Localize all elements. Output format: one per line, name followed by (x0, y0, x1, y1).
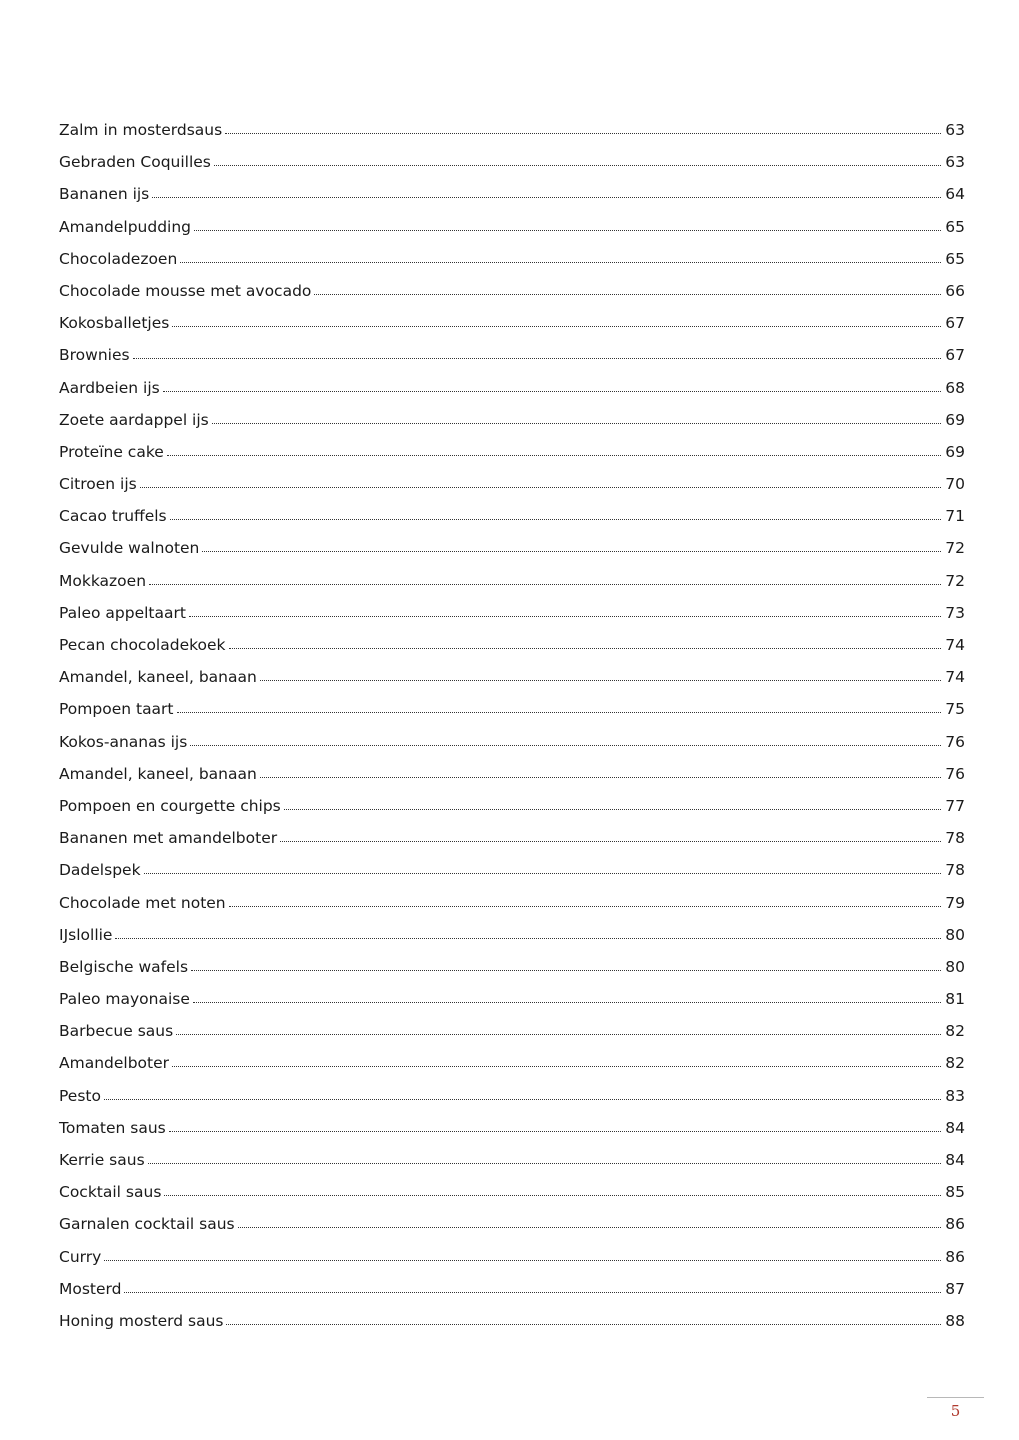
toc-entry-page: 82 (945, 1022, 965, 1041)
toc-entry[interactable] (59, 1210, 965, 1242)
toc-entry-title: Chocolade met noten (59, 893, 226, 912)
toc-dot-leader (280, 828, 941, 844)
toc-dot-leader (177, 699, 941, 715)
toc-entry-page: 80 (945, 957, 965, 976)
toc-entry-page: 84 (945, 1151, 965, 1169)
toc-entry-title: Tomaten saus (59, 1118, 166, 1137)
toc-entry-title: Kokos-ananas ijs (59, 732, 188, 751)
toc-entry-title: Belgische wafels (59, 957, 189, 976)
toc-dot-leader (260, 667, 941, 683)
toc-entry-page: 69 (945, 442, 965, 461)
toc-dot-leader (176, 1021, 941, 1037)
toc-entry-title: Brownies (59, 346, 130, 365)
toc-dot-leader (180, 248, 941, 264)
toc-entry[interactable] (59, 695, 965, 727)
toc-entry-page: 88 (945, 1311, 965, 1330)
toc-dot-leader (229, 892, 941, 908)
toc-entry[interactable] (59, 1146, 965, 1178)
toc-entry[interactable] (59, 889, 965, 921)
toc-entry[interactable] (59, 953, 965, 985)
toc-entry-title: IJslollie (59, 925, 113, 944)
toc-entry[interactable] (59, 663, 965, 695)
toc-entry-page: 71 (945, 507, 965, 526)
toc-entry-page: 72 (945, 571, 965, 590)
toc-dot-leader (191, 956, 941, 972)
toc-entry[interactable] (59, 599, 965, 631)
toc-dot-leader (144, 860, 941, 876)
toc-entry-title: Honing mosterd saus (59, 1311, 224, 1330)
toc-dot-leader (314, 280, 941, 296)
toc-entry[interactable] (59, 1082, 965, 1114)
toc-entry[interactable] (59, 1017, 965, 1049)
toc-entry-page: 78 (945, 829, 965, 848)
toc-entry[interactable] (59, 1049, 965, 1081)
toc-entry-page: 81 (945, 990, 965, 1009)
toc-entry-page: 65 (945, 249, 965, 268)
toc-dot-leader (133, 345, 941, 361)
toc-entry-title: Paleo appeltaart (59, 603, 186, 622)
toc-entry-title: Amandelboter (59, 1054, 170, 1073)
toc-dot-leader (260, 763, 941, 779)
toc-entry[interactable] (59, 534, 965, 566)
toc-entry-page: 66 (945, 281, 965, 300)
toc-entry-page: 77 (945, 796, 965, 815)
toc-dot-leader (172, 1053, 941, 1069)
toc-entry-page: 84 (945, 1118, 965, 1137)
toc-entry-title: Amandelpudding (59, 217, 192, 236)
toc-entry[interactable] (59, 277, 965, 309)
toc-dot-leader (284, 795, 941, 811)
toc-entry-title: Chocolade mousse met avocado (59, 281, 312, 300)
toc-entry[interactable] (59, 1178, 965, 1210)
toc-entry[interactable] (59, 502, 965, 534)
toc-entry-title: Gevulde walnoten (59, 539, 200, 558)
toc-entry-page: 74 (945, 668, 965, 687)
toc-dot-leader (229, 635, 941, 651)
toc-entry-page: 70 (945, 475, 965, 494)
toc-entry[interactable] (59, 856, 965, 888)
toc-dot-leader (115, 924, 941, 940)
toc-dot-leader (214, 152, 941, 168)
toc-entry-title: Paleo mayonaise (59, 990, 190, 1009)
toc-entry-page: 76 (945, 764, 965, 783)
toc-dot-leader (194, 216, 941, 232)
toc-dot-leader (225, 120, 941, 136)
toc-entry-page: 82 (945, 1054, 965, 1073)
toc-entry-title: Proteïne cake (59, 442, 164, 461)
toc-dot-leader (164, 1182, 941, 1198)
toc-entry[interactable] (59, 567, 965, 599)
toc-entry-title: Garnalen cocktail saus (59, 1215, 235, 1234)
toc-entry[interactable] (59, 438, 965, 470)
toc-entry-title: Kokosballetjes (59, 314, 170, 333)
toc-entry[interactable] (59, 213, 965, 245)
toc-entry-page: 68 (945, 378, 965, 397)
toc-entry-title: Amandel, kaneel, banaan (59, 668, 257, 687)
footer-divider (927, 1397, 984, 1398)
toc-entry-title: Aardbeien ijs (59, 378, 160, 397)
toc-entry[interactable] (59, 374, 965, 406)
toc-entry[interactable] (59, 470, 965, 502)
toc-entry-title: Gebraden Coquilles (59, 153, 211, 172)
toc-entry[interactable] (59, 341, 965, 373)
toc-entry-page: 75 (945, 700, 965, 719)
toc-entry-page: 63 (945, 153, 965, 172)
toc-entry-title: Citroen ijs (59, 475, 137, 494)
toc-dot-leader (202, 538, 941, 554)
toc-entry-title: Bananen ijs (59, 185, 150, 204)
toc-entry-title: Amandel, kaneel, banaan (59, 764, 257, 783)
toc-entry-page: 83 (945, 1086, 965, 1105)
toc-entry-page: 67 (945, 314, 965, 333)
toc-entry-page: 73 (945, 603, 965, 622)
toc-dot-leader (193, 989, 941, 1005)
toc-entry[interactable] (59, 309, 965, 341)
toc-entry-page: 72 (945, 539, 965, 558)
table-of-contents (59, 116, 965, 1339)
toc-entry-title: Zalm in mosterdsaus (59, 121, 223, 139)
toc-entry-title: Zoete aardappel ijs (59, 410, 209, 429)
toc-entry[interactable] (59, 631, 965, 663)
toc-entry[interactable] (59, 1243, 965, 1275)
toc-entry-title: Cacao truffels (59, 507, 167, 526)
toc-entry-page: 67 (945, 346, 965, 365)
toc-entry[interactable] (59, 1275, 965, 1307)
toc-entry-title: Curry (59, 1247, 102, 1266)
toc-dot-leader (148, 1150, 941, 1166)
toc-entry-title: Cocktail saus (59, 1183, 162, 1202)
toc-entry[interactable] (59, 985, 965, 1017)
toc-entry-page: 76 (945, 732, 965, 751)
toc-dot-leader (190, 731, 941, 747)
toc-dot-leader (124, 1278, 941, 1294)
toc-entry-title: Pompoen en courgette chips (59, 796, 281, 815)
toc-entry-title: Pesto (59, 1086, 101, 1105)
toc-entry-page: 86 (945, 1215, 965, 1234)
toc-dot-leader (169, 1117, 941, 1133)
toc-entry-page: 86 (945, 1247, 965, 1266)
toc-entry-title: Mosterd (59, 1279, 122, 1298)
toc-dot-leader (172, 313, 941, 329)
toc-entry[interactable] (59, 1307, 965, 1339)
page-number: 5 (950, 1402, 961, 1420)
toc-entry[interactable] (59, 180, 965, 212)
toc-entry-title: Mokkazoen (59, 571, 147, 590)
toc-entry[interactable] (59, 728, 965, 760)
toc-entry[interactable] (59, 406, 965, 438)
toc-dot-leader (238, 1214, 941, 1230)
toc-entry-title: Kerrie saus (59, 1151, 145, 1169)
toc-entry[interactable] (59, 148, 965, 180)
toc-dot-leader (170, 506, 941, 522)
toc-entry-title: Dadelspek (59, 861, 141, 880)
toc-dot-leader (189, 602, 941, 618)
toc-entry-page: 80 (945, 925, 965, 944)
toc-entry[interactable] (59, 1114, 965, 1146)
toc-entry-title: Pecan chocoladekoek (59, 636, 226, 654)
toc-dot-leader (104, 1085, 941, 1101)
toc-dot-leader (140, 474, 941, 490)
toc-entry-page: 64 (945, 185, 965, 204)
toc-dot-leader (152, 184, 941, 200)
toc-entry-page: 79 (945, 893, 965, 912)
toc-entry[interactable] (59, 116, 965, 148)
toc-entry[interactable] (59, 760, 965, 792)
toc-entry[interactable] (59, 792, 965, 824)
toc-dot-leader (104, 1246, 941, 1262)
toc-entry-title: Chocoladezoen (59, 249, 178, 268)
toc-entry-page: 65 (945, 217, 965, 236)
toc-dot-leader (212, 409, 941, 425)
toc-dot-leader (167, 441, 941, 457)
toc-entry-title: Pompoen taart (59, 700, 174, 719)
toc-entry-page: 69 (945, 410, 965, 429)
toc-entry-title: Bananen met amandelboter (59, 829, 278, 848)
toc-entry-page: 87 (945, 1279, 965, 1298)
toc-entry[interactable] (59, 824, 965, 856)
toc-entry[interactable] (59, 921, 965, 953)
toc-entry-page: 85 (945, 1183, 965, 1202)
toc-entry-title: Barbecue saus (59, 1022, 174, 1041)
toc-dot-leader (163, 377, 941, 393)
toc-entry[interactable] (59, 245, 965, 277)
toc-dot-leader (226, 1310, 941, 1326)
toc-entry-page: 78 (945, 861, 965, 880)
toc-dot-leader (149, 570, 941, 586)
toc-entry-page: 63 (945, 121, 965, 139)
toc-entry-page: 74 (945, 636, 965, 654)
